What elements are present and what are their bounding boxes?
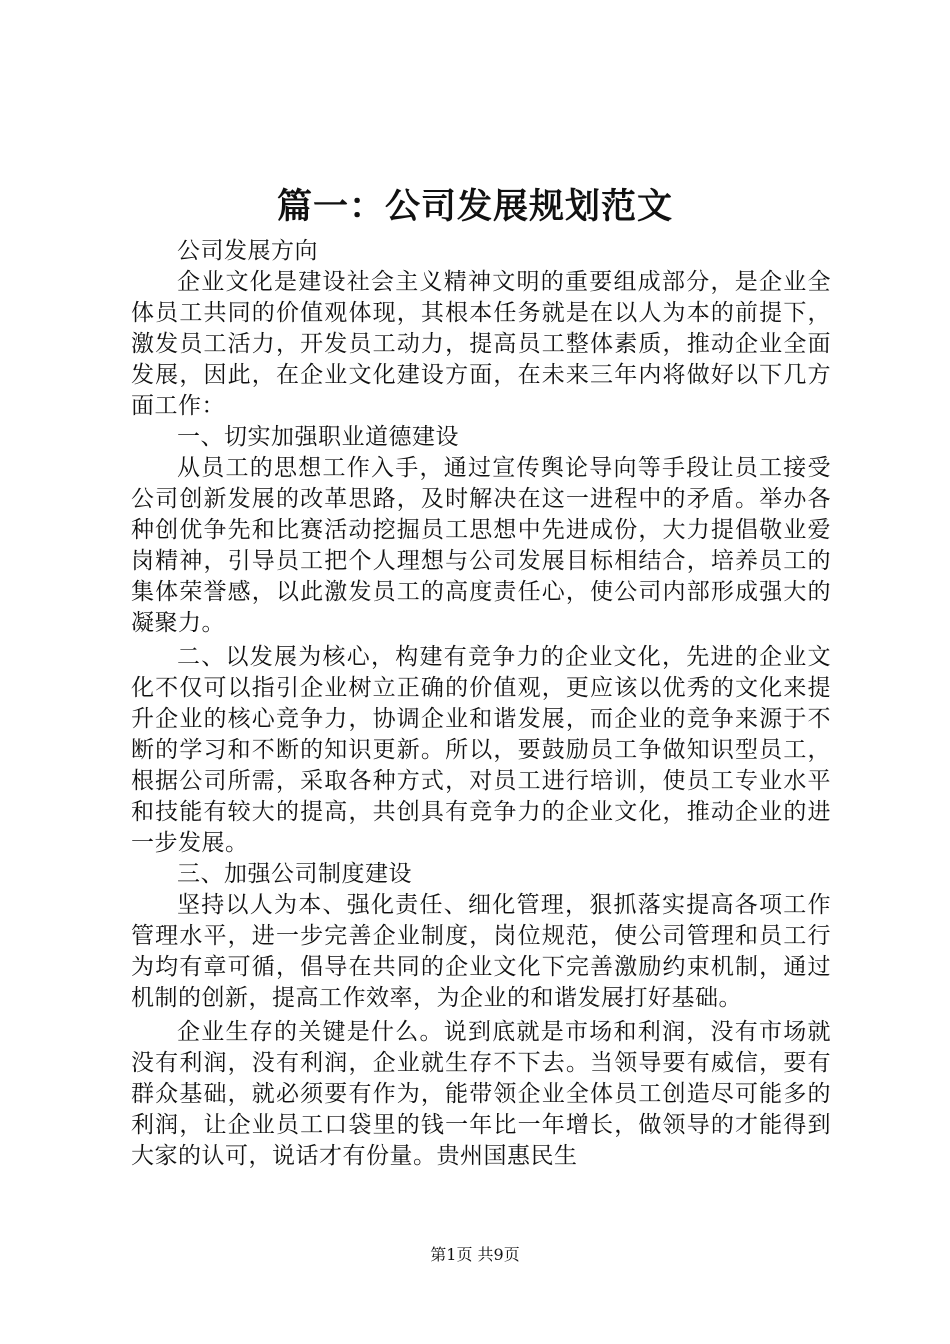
page-number-footer: 第1页 共9页 <box>430 1245 520 1264</box>
section-heading-direction: 公司发展方向 <box>177 238 318 264</box>
survival-paragraph: 企业生存的关键是什么。说到底就是市场和利润，没有市场就没有利润，没有利润，企业就生存不下去。当领导要有威信，要有群众基础，就必须要有作为，能带领企业全体员工创造尽可能多的利润，让企业员工口袋里的钱一年比一年增长，做领导的才能得到大家的认可，说话才有份量。贵州国惠民生 <box>131 1019 831 1169</box>
document-body <box>131 236 831 1172</box>
culture-paragraph: 二、以发展为核心，构建有竞争力的企业文化，先进的企业文化不仅可以指引企业树立正确的价值观，更应该以优秀的文化来提升企业的核心竞争力，协调企业和谐发展，而企业的竞争来源于不断的学习和不断的知识更新。所以，要鼓励员工争做知识型员工，根据公司所需，采取各种方式，对员工进行培训，使员工专业水平和技能有较大的提高，共创具有竞争力的企业文化，推动企业的进一步发展。 <box>131 644 831 856</box>
system-paragraph: 坚持以人为本、强化责任、细化管理，狠抓落实提高各项工作管理水平，进一步完善企业制度，岗位规范，使公司管理和员工行为均有章可循，倡导在共同的企业文化下完善激励约束机制，通过机制的创新，提高工作效率，为企业的和谐发展打好基础。 <box>131 892 831 1011</box>
section-heading-ethics: 一、切实加强职业道德建设 <box>177 424 459 450</box>
document-title: 篇一：公司发展规划范文 <box>276 186 673 227</box>
intro-paragraph: 企业文化是建设社会主义精神文明的重要组成部分，是企业全体员工共同的价值观体现，其根本任务就是在以人为本的前提下，激发员工活力，开发员工动力，提高员工整体素质，推动企业全面发展，因此，在企业文化建设方面，在未来三年内将做好以下几方面工作： <box>131 269 831 419</box>
ethics-paragraph: 从员工的思想工作入手，通过宣传舆论导向等手段让员工接受公司创新发展的改革思路，及时解决在这一进程中的矛盾。举办各种创优争先和比赛活动挖掘员工思想中先进成份，大力提倡敬业爱岗精神，引导员工把个人理想与公司发展目标相结合，培养员工的集体荣誉感，以此激发员工的高度责任心，使公司内部形成强大的凝聚力。 <box>131 455 831 636</box>
section-heading-system: 三、加强公司制度建设 <box>177 861 412 887</box>
